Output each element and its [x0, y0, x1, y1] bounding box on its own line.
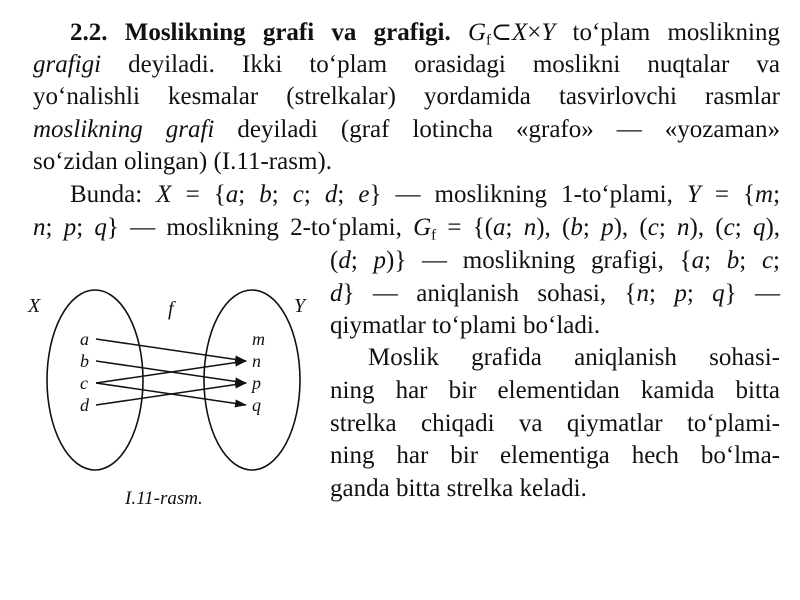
- paragraph-line-2: [33, 50, 780, 80]
- text-run: ;: [686, 280, 713, 307]
- text-run: ), (: [613, 214, 648, 241]
- text-run: n: [33, 214, 46, 241]
- text-run: yo‘nalishli kesmalar (strelkalar) yordamida tasvirlovchi rasmlar: [33, 83, 780, 110]
- text-run: Y: [686, 181, 701, 208]
- text-run: ;: [45, 214, 64, 241]
- figure-caption: I.11-rasm.: [125, 488, 203, 509]
- text-run: } — aniqlanish sohasi, {: [342, 280, 637, 307]
- text-run: Y: [541, 19, 556, 46]
- set-x-elements: [80, 329, 90, 415]
- arrow-group: [96, 339, 246, 405]
- text-run: p: [63, 214, 77, 241]
- text-run: ×: [527, 19, 542, 46]
- text-run: b: [570, 214, 583, 241]
- text-run: to‘plam moslikning: [555, 19, 780, 46]
- text-run: Moslik grafida aniqlanish sohasi-: [368, 344, 780, 371]
- set-x-label: X: [28, 295, 41, 317]
- text-run: d: [330, 280, 343, 307]
- paragraph-line-6: [70, 180, 780, 210]
- paragraph-line-5: [33, 147, 780, 177]
- text-run: )} — moslikning grafigi, {: [386, 247, 692, 274]
- set-x-ellipse: [47, 290, 143, 470]
- text-run: a: [493, 214, 506, 241]
- paragraph-line-8: [330, 246, 780, 276]
- text-run: c: [647, 214, 659, 241]
- text-run: ;: [648, 280, 675, 307]
- text-run: ;: [704, 247, 727, 274]
- text-run: qiymatlar to‘plami bo‘ladi.: [330, 312, 601, 339]
- text-run: b: [726, 247, 740, 274]
- text-run: X: [156, 181, 172, 208]
- text-run: ;: [739, 247, 762, 274]
- text-run: ;: [350, 247, 374, 274]
- text-run: a: [225, 181, 239, 208]
- set-y-element: m: [252, 329, 265, 349]
- text-run: ;: [734, 214, 753, 241]
- text-run: strelka chiqadi va qiymatlar to‘plami-: [330, 410, 780, 437]
- set-y-elements: [250, 329, 265, 415]
- set-y-element: q: [252, 395, 261, 415]
- text-run: ), (: [689, 214, 724, 241]
- text-run: ning har bir elementiga hech bo‘lma-: [330, 442, 780, 469]
- paragraph-line-15: [330, 474, 780, 504]
- text-run: n: [636, 280, 649, 307]
- text-run: ;: [271, 181, 293, 208]
- text-run: ),: [765, 214, 781, 241]
- set-y-element: n: [252, 351, 261, 371]
- text-run: ;: [76, 214, 95, 241]
- text-run: } — moslikning 2-to‘plami,: [106, 214, 414, 241]
- map-label: f: [168, 298, 174, 320]
- text-run: deyiladi. Ikki to‘plam orasidagi moslikni nuqtalar va: [101, 51, 780, 78]
- text-run: X: [511, 19, 528, 46]
- text-run: p: [601, 214, 614, 241]
- text-run: so‘zidan olingan) (I.11-rasm).: [33, 148, 332, 175]
- text-run: q: [712, 280, 725, 307]
- text-run: ;: [658, 214, 677, 241]
- text-run: e: [358, 181, 370, 208]
- text-run: ;: [773, 181, 781, 208]
- paragraph-line-11: [368, 343, 780, 373]
- set-x-element: d: [80, 395, 89, 415]
- text-run: ⊂: [491, 19, 512, 46]
- mapping-diagram: [20, 280, 320, 520]
- text-run: moslikning grafi: [33, 116, 215, 143]
- paragraph-line-9: [330, 279, 780, 309]
- text-run: f: [486, 32, 492, 49]
- paragraph-line-1: [70, 18, 780, 48]
- set-y-label: Y: [294, 295, 306, 317]
- text-run: Bunda:: [70, 181, 157, 208]
- text-run: q: [94, 214, 107, 241]
- text-run: ganda bitta strelka keladi.: [330, 475, 587, 502]
- text-run: ;: [337, 181, 359, 208]
- text-run: = {: [700, 181, 756, 208]
- set-x-element: a: [80, 329, 89, 349]
- text-run: ;: [238, 181, 260, 208]
- text-run: deyiladi (graf lotincha «grafo» — «yozaman»: [214, 116, 780, 143]
- text-run: 2.2. Moslikning grafi va grafigi.: [70, 19, 451, 46]
- text-run: } — moslikning 1-to‘plami,: [369, 181, 687, 208]
- text-run: [451, 19, 468, 46]
- paragraph-line-14: [330, 441, 780, 471]
- text-run: f: [431, 227, 437, 244]
- text-run: ;: [773, 247, 780, 274]
- text-run: G: [413, 214, 432, 241]
- paragraph-line-4: [33, 115, 780, 145]
- text-run: n: [523, 214, 537, 241]
- paragraph-line-13: [330, 409, 780, 439]
- paragraph-line-7: [33, 213, 780, 243]
- text-run: c: [723, 214, 735, 241]
- text-run: d: [324, 181, 338, 208]
- text-run: c: [292, 181, 304, 208]
- text-run: a: [691, 247, 705, 274]
- text-run: p: [674, 280, 687, 307]
- paragraph-line-3: [33, 82, 780, 112]
- text-run: q: [752, 214, 766, 241]
- text-run: G: [467, 19, 487, 46]
- text-run: ning har bir elementidan kamida bitta: [330, 377, 780, 404]
- text-run: } —: [724, 280, 781, 307]
- text-run: ;: [505, 214, 524, 241]
- text-run: ;: [303, 181, 325, 208]
- text-run: b: [259, 181, 272, 208]
- text-run: ;: [582, 214, 602, 241]
- text-run: n: [677, 214, 690, 241]
- text-run: d: [338, 247, 351, 274]
- set-x-element: b: [80, 351, 89, 371]
- text-run: (: [330, 247, 339, 274]
- paragraph-line-12: [330, 376, 780, 406]
- mapping-arrow: [96, 339, 246, 361]
- text-run: m: [755, 181, 774, 208]
- text-run: p: [373, 247, 386, 274]
- text-run: = {: [171, 181, 226, 208]
- set-x-element: c: [80, 373, 88, 393]
- text-run: ), (: [536, 214, 571, 241]
- text-run: grafigi: [33, 51, 102, 78]
- text-run: = {(: [436, 214, 494, 241]
- set-y-element: p: [252, 373, 261, 393]
- paragraph-line-10: [330, 311, 780, 341]
- text-run: c: [761, 247, 774, 274]
